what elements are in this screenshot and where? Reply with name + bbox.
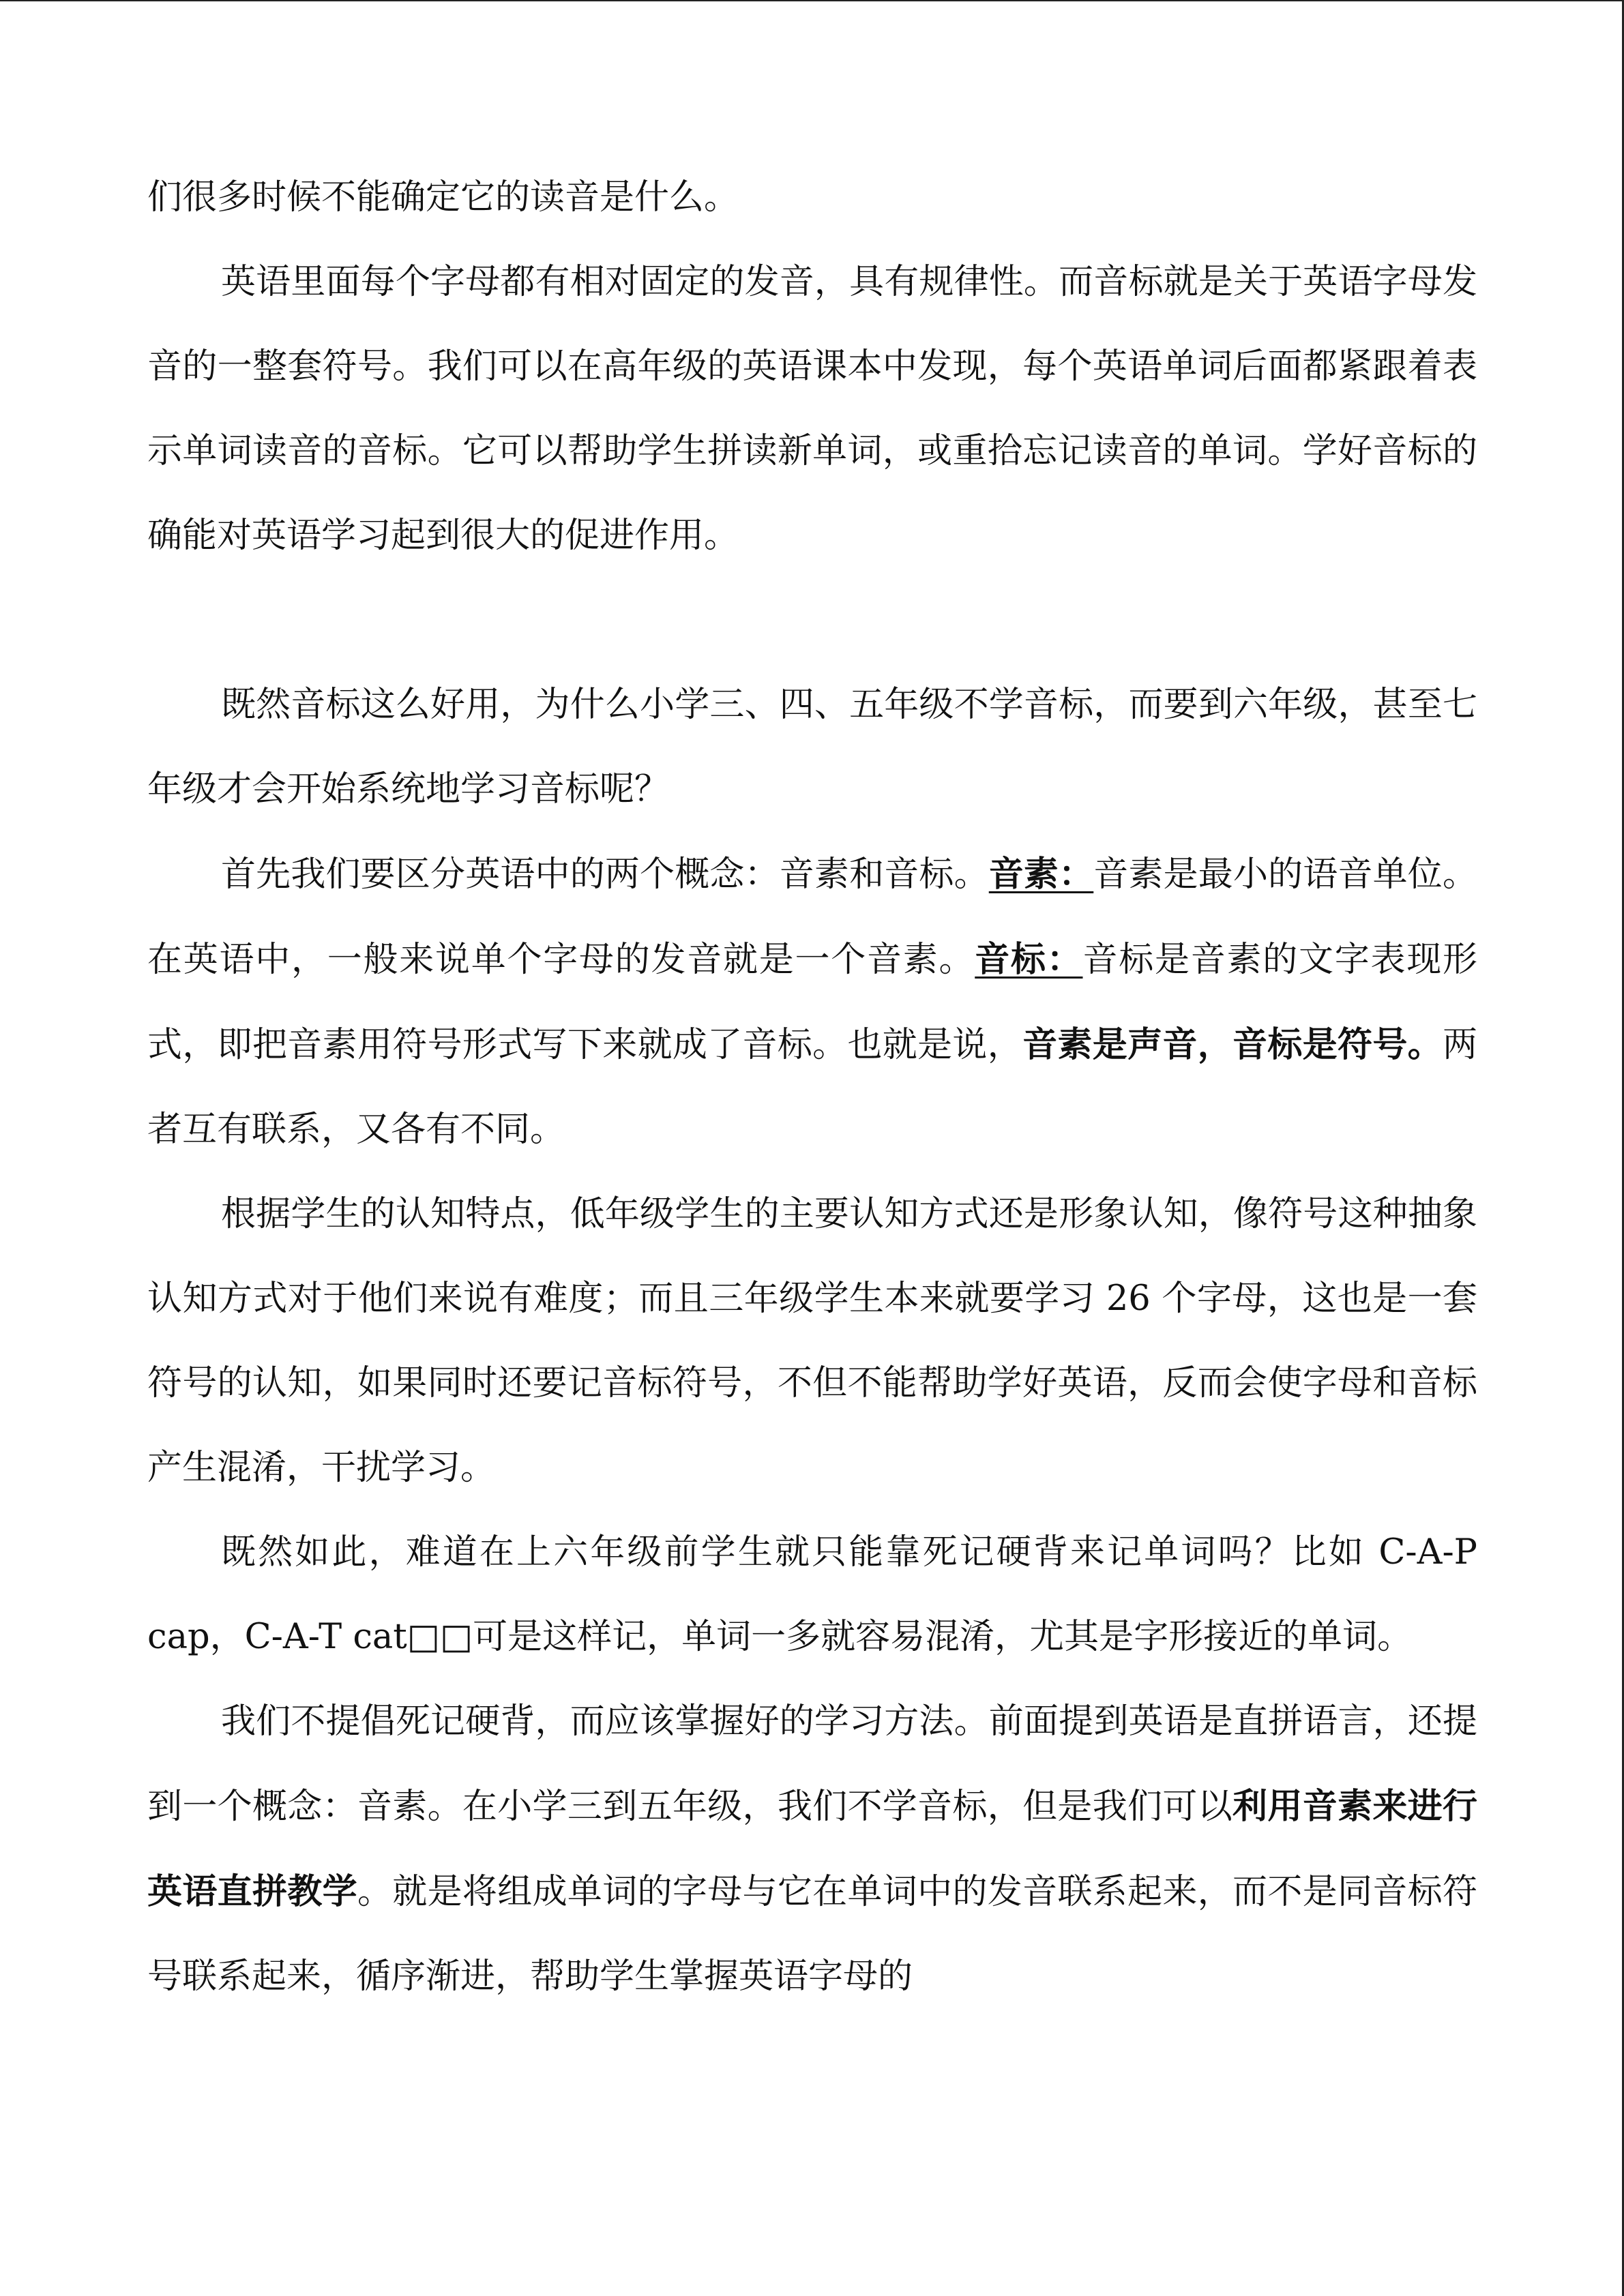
paragraph-6: 既然如此，难道在上六年级前学生就只能靠死记硬背来记单词吗？比如 C-A-P cap，C-A-T cat□□可是这样记，单词一多就容易混淆，尤其是字形接近的单词。 [147, 1532, 1477, 1657]
document-body [147, 155, 1477, 2019]
phonetic-symbol-term: 音标： [975, 939, 1083, 980]
paragraph-7 [147, 1680, 1477, 2019]
paragraph-3: 既然音标这么好用，为什么小学三、四、五年级不学音标，而要到六年级，甚至七年级才会开始系统地学习音标呢？ [147, 685, 1477, 809]
page-border-top [0, 0, 1624, 1]
phonetic-symbol-definition: 音标是音素的文字表现形式，即把音素用符号形式写下来就成了音标。也就是说， [147, 940, 1477, 1065]
phoneme-term: 音素： [988, 854, 1094, 895]
paragraph-7-intro: 我们不提倡死记硬背，而应该掌握好的学习方法。前面提到英语是直拼语言，还提到一个概念：音素。在小学三到五年级，我们不学音标，但是我们可以 [147, 1701, 1477, 1827]
phoneme-concept-intro: 首先我们要区分英语中的两个概念：音素和音标。 [221, 854, 989, 895]
paragraph-1: 们很多时候不能确定它的读音是什么。 [147, 177, 739, 218]
paragraph-5: 根据学生的认知特点，低年级学生的主要认知方式还是形象认知，像符号这种抽象认知方式对于他们来说有难度；而且三年级学生本来就要学习 26 个字母，这也是一套符号的认知，如果同时还要记音标符号，不但不能帮助学好英语，反而会使字母和音标产生混淆，干扰学习。 [147, 1194, 1477, 1488]
paragraph-7-tail: 。就是将组成单词的字母与它在单词中的发音联系起来，而不是同音标符号联系起来，循序渐进，帮助学生掌握英语字母的 [147, 1872, 1477, 1997]
paragraph-gap [147, 578, 1477, 663]
bold-summary: 音素是声音，音标是符号。 [1022, 1024, 1443, 1065]
paragraph-4 [147, 832, 1477, 1172]
paragraph-2: 英语里面每个字母都有相对固定的发音，具有规律性。而音标就是关于英语字母发音的一整套符号。我们可以在高年级的英语课本中发现，每个英语单词后面都紧跟着表示单词读音的音标。它可以帮助学生拼读新单词，或重拾忘记读音的单词。学好音标的确能对英语学习起到很大的促进作用。 [147, 262, 1477, 556]
paragraph-4-tail: 两者互有联系，又各有不同。 [147, 1025, 1477, 1150]
phoneme-definition: 音素是最小的语音单位。在英语中，一般来说单个字母的发音就是一个音素。 [147, 854, 1477, 980]
bold-teaching-method: 利用音素来进行英语直拼教学 [147, 1786, 1477, 1912]
